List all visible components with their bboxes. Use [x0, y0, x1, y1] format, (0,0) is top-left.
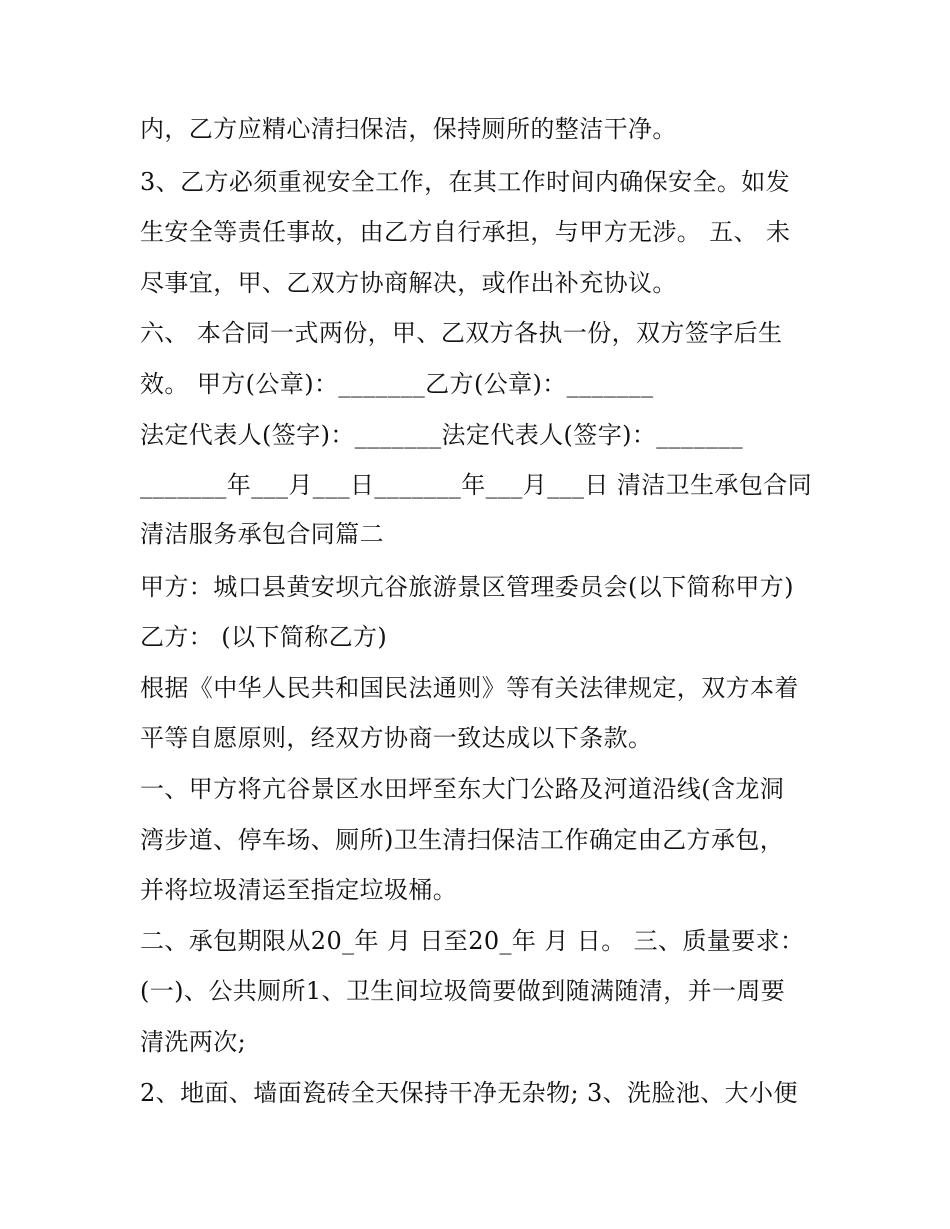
- text-line-14: 一、甲方将亢谷景区水田坪至东大门公路及河道沿线(含龙洞: [140, 775, 785, 803]
- text-line-7: 法定代表人(签字)：_______法定代表人(签字)：_______: [140, 421, 744, 449]
- text-line-9: 清洁服务承包合同篇二: [140, 520, 384, 548]
- text-line-12: 根据《中华人民共和国民法通则》等有关法律规定，双方本着: [140, 674, 799, 702]
- text-line-8: _______年___月___日_______年___月___日 清洁卫生承包合同: [140, 471, 813, 499]
- text-line-11: 乙方： (以下简称乙方): [140, 623, 388, 651]
- text-line-4: 尽事宜，甲、乙双方协商解决，或作出补充协议。: [140, 269, 677, 297]
- text-line-15: 湾步道、停车场、厕所)卫生清扫保洁工作确定由乙方承包，: [140, 826, 785, 854]
- text-line-20: 2、地面、墙面瓷砖全天保持干净无杂物; 3、洗脸池、大小便: [140, 1079, 798, 1107]
- text-line-13: 平等自愿原则，经双方协商一致达成以下条款。: [140, 724, 653, 752]
- text-line-19: 清洗两次;: [140, 1028, 247, 1056]
- text-line-18: (一)、公共厕所1、卫生间垃圾筒要做到随满随清，并一周要: [140, 977, 786, 1005]
- text-line-10: 甲方：城口县黄安坝亢谷旅游景区管理委员会(以下简称甲方): [140, 573, 794, 601]
- text-line-3: 生安全等责任事故，由乙方自行承担，与甲方无涉。 五、 未: [140, 218, 791, 246]
- text-line-1: 内，乙方应精心清扫保洁，保持厕所的整洁干净。: [140, 115, 677, 143]
- text-line-16: 并将垃圾清运至指定垃圾桶。: [140, 876, 458, 904]
- text-line-5: 六、 本合同一式两份，甲、乙双方各执一份，双方签字后生: [140, 319, 783, 347]
- text-line-17: 二、承包期限从20_年 月 日至20_年 月 日。 三、质量要求：: [140, 927, 805, 955]
- text-line-6: 效。 甲方(公章)：_______乙方(公章)：_______: [140, 370, 654, 398]
- text-line-2: 3、乙方必须重视安全工作，在其工作时间内确保安全。如发: [140, 168, 791, 196]
